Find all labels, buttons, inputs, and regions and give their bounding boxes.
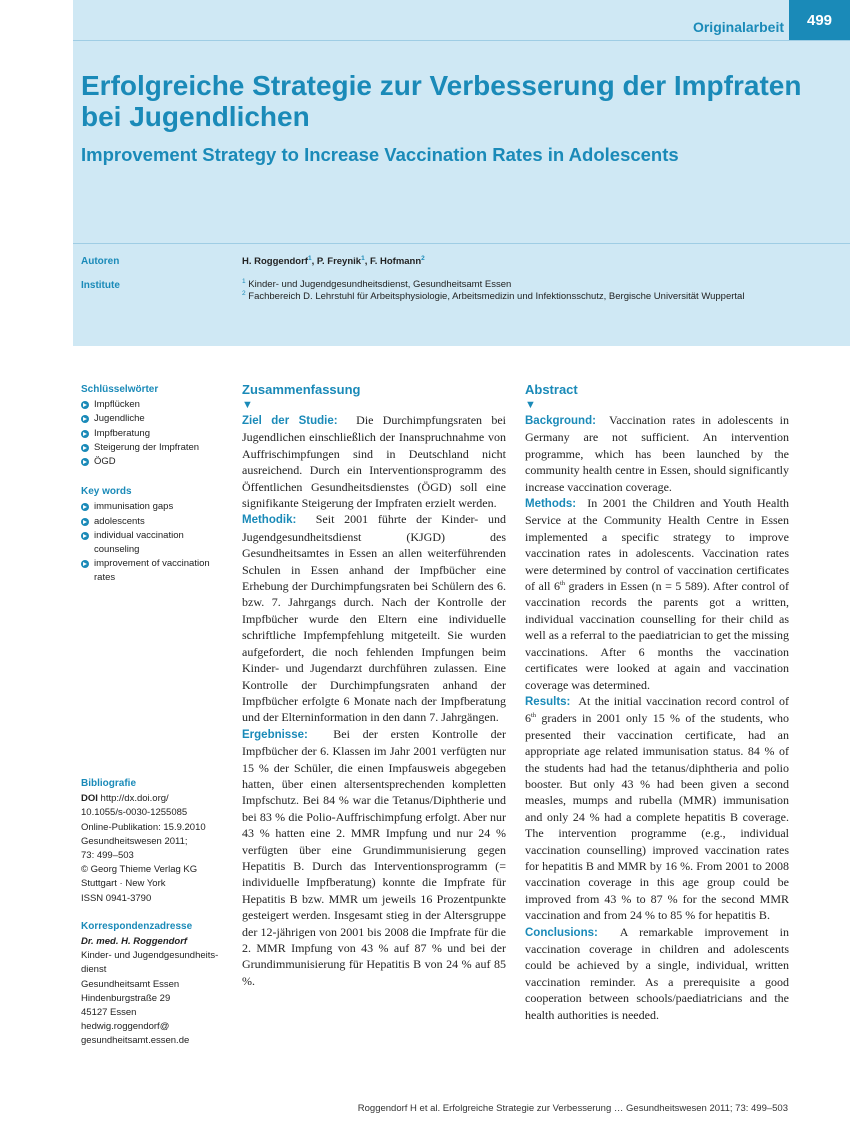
author-name: H. Roggendorf: [242, 256, 308, 267]
author-name: P. Freynik: [316, 256, 362, 267]
ergebnisse-paragraph: Ergebnisse: Bei der ersten Kontrolle der Impfbücher der 6. Klassen im Jahr 2001 verfügten nur 15 % der Schüler, die einen Impfausweis abgegeben hatten, über einen altersentsprechenden kompletten Impfschutz. Bei 84 % war die Tetanus/Diphtherie und bei 83 % die Polio-Auffrischimpfung erfolgt. Aber nur 43 % hatten eine 2. MMR Impfung und nur 24 % verfügten über eine Grundimmunisierung gegen Hepatitis B. Durch das Interventionsprogramm (= individuelle Impfberatung) konnte die Impfrate für Hepatitis B bzw. MMR um jeweils 16 Prozentpunkte gesteigert werden. Insgesamt stieg in der Altersgruppe der 12-jährigen von 2001 bis 2008 die Impfrate für die 2. MMR Impfung von 43 % auf 87 % und bei der Grundimmunisierung für Hepatitis B von 24 % auf 85 %.: [242, 726, 506, 988]
conclusions-paragraph: Conclusions: A remarkable improvement in vaccination coverage in children and adolescents could be achieved by a single, individual, written vaccination reminder. As a prerequisite a good cooperation between schools/paediatricians and the health authorities is needed.: [525, 924, 789, 1022]
article-subtitle: Improvement Strategy to Increase Vaccination Rates in Adolescents: [81, 144, 679, 165]
header-divider: [73, 40, 850, 41]
correspondence-line: Hindenburgstraße 29: [81, 992, 171, 1004]
keyword-item: immunisation gaps: [81, 500, 226, 514]
correspondence-name: Dr. med. H. Roggendorf: [81, 936, 188, 948]
bullet-icon: [81, 518, 89, 526]
section-arrow-icon: ▼: [525, 399, 536, 411]
journal-pages: 73: 499–503: [81, 850, 134, 862]
ziel-paragraph: Ziel der Studie: Die Durchimpfungsraten bei Jugendlichen einschließlich der Inanspruchnahme von Auffrischimpfungen sind in Deutschland nicht ausreichend. Durch ein Interventionsprogramm des Öffentlichen Gesundheitsdienstes (ÖGD) soll eine signifikante Steigerung der Impfraten erzielt werden.: [242, 413, 506, 511]
correspondence-email[interactable]: hedwig.roggendorf@: [81, 1021, 170, 1033]
correspondence-line: Kinder- und Jugendgesundheits-: [81, 950, 219, 962]
author-list: H. Roggendorf$^1$, P. Freynik$^1$, F. Hofmann$^2$: [242, 254, 425, 267]
page-number: 499: [789, 0, 850, 40]
institute-list: [242, 279, 744, 303]
correspondence-line: dienst: [81, 964, 107, 976]
keywords-de-heading: Schlüsselwörter: [81, 384, 159, 395]
methods-label: Methods:: [525, 498, 577, 511]
meta-divider: [73, 243, 850, 244]
keyword-item: ÖGD: [81, 455, 226, 469]
keyword-item: Impflücken: [81, 398, 226, 412]
abstract-column: [525, 381, 789, 1023]
section-tag: Originalarbeit: [692, 19, 784, 35]
keyword-item: Jugendliche: [81, 412, 226, 426]
page-footer-citation: Roggendorf H et al. Erfolgreiche Strategie zur Verbesserung … Gesundheitswesen 2011; 73: 499–503: [357, 1103, 788, 1114]
methodik-label: Methodik:: [242, 514, 297, 527]
keywords-block: [81, 383, 226, 586]
ziel-label: Ziel der Studie:: [242, 415, 338, 427]
correspondence-line: Gesundheitsamt Essen: [81, 978, 180, 990]
bullet-icon: [81, 532, 89, 540]
conclusions-label: Conclusions:: [525, 926, 598, 939]
zusammenfassung-column: [242, 381, 506, 989]
publisher-city: Stuttgart · New York: [81, 878, 166, 890]
author-affiliation: 2: [421, 254, 425, 262]
correspondence-email[interactable]: gesundheitsamt.essen.de: [81, 1035, 190, 1047]
institute-item: $^2$ Fachbereich D. Lehrstuhl für Arbeitsphysiologie, Arbeitsmedizin und Infektionsschutz, Bergische Universität Wuppertal: [242, 289, 745, 302]
author-affiliation: 1: [307, 254, 312, 262]
methods-paragraph: Methods: In 2001 the Children and Youth Health Service at the Community Health Centre in Essen implemented a specific strategy to improve vaccination rates in adolescents. Vaccination rates were determined by control of vaccination certificates of all 6th graders in Essen (n = 5 589). After control of vaccination records the parents got a written, individual vaccination counselling for their child as well as a referral to the paediatrician to get the missing vaccinations. After 6 months the vaccination certificates were looked at again and vaccination coverage was determined.: [525, 496, 790, 692]
zusammenfassung-heading: Zusammenfassung: [242, 382, 361, 397]
publisher: © Georg Thieme Verlag KG: [81, 864, 198, 876]
bibliography-heading: Bibliografie: [81, 778, 137, 789]
online-date: Online-Publikation: 15.9.2010: [81, 821, 206, 833]
correspondence-heading: Korrespondenzadresse: [81, 920, 193, 932]
bullet-icon: [81, 430, 89, 438]
background-label: Background:: [525, 415, 596, 427]
author-name: F. Hofmann: [369, 256, 422, 267]
keyword-item: individual vaccination counseling: [81, 529, 226, 557]
institutes-label: Institute: [81, 280, 120, 291]
keyword-item: improvement of vaccination rates: [81, 557, 226, 585]
bullet-icon: [81, 503, 89, 511]
abstract-heading: Abstract: [525, 382, 578, 397]
doi-line: DOI http://dx.doi.org/: [81, 793, 169, 805]
ergebnisse-label: Ergebnisse:: [242, 728, 308, 741]
authors-label: Autoren: [81, 256, 120, 267]
journal-line: Gesundheitswesen 2011;: [81, 835, 188, 847]
correspondence-line: 45127 Essen: [81, 1007, 137, 1019]
results-paragraph: Results: At the initial vaccination record control of 6th graders in 2001 only 15 % of the students, who presented their vaccination certificate, had an appropriate age related immunisation status. 84 % of the students had had the tetanus/diphtheria and polio booster. But only 43 % had been given a second measles, mumps and rubella (MMR) immunisation and only 24 % had a complete hepatitis B coverage. The intervention programme (e.g., individual vaccination counselling) improved vaccination rates for hepatitis B and MMR by 16 %. From 2001 to 2008 vaccination coverage in this age group could be improved from 43 % to 87 % for the second MMR vaccination and from 24 % to 85 % for hepatitis B.: [525, 693, 789, 923]
background-paragraph: Background: Vaccination rates in adolescents in Germany are not sufficient. An intervention programme, which has been launched by the community health centre in Essen, should significantly increase vaccination coverage.: [525, 413, 789, 494]
bibliography-block: [81, 777, 226, 1049]
bullet-icon: [81, 458, 89, 466]
bullet-icon: [81, 401, 89, 409]
issn: ISSN 0941-3790: [81, 892, 152, 904]
bullet-icon: [81, 444, 89, 452]
bullet-icon: [81, 415, 89, 423]
author-affiliation: 1: [361, 254, 365, 262]
methodik-paragraph: Methodik: Seit 2001 führte der Kinder- und Jugendgesundheitsdienst (KJGD) des Gesundheitsamtes in Essen an allen weiterführenden Schulen in Essen anhand der Impfbücher eine Erhebung der Durchimpfungsraten bei Schülern des 6. bzw. 7. Jahrgangs durch. Nach der Kontrolle der Impfbücher wurde den Eltern eine individuelle schriftliche Impfempfehlung mitgeteilt. Sie wurden aufgefordert, die noch fehlenden Impfungen beim Kinder- und Jugendarzt durchführen zulassen. Eine Kontrolle der Durchimpfungsraten anhand der Impfbücher erfolgte 6 Monate nach der Impfberatung und der Elterninformation in den dann 7. Jahrgängen.: [242, 512, 506, 725]
results-label: Results:: [525, 695, 571, 708]
keywords-en-heading: Key words: [81, 486, 132, 498]
section-arrow-icon: ▼: [242, 399, 253, 411]
article-title: Erfolgreiche Strategie zur Verbesserung der Impfraten bei Jugendlichen: [81, 70, 802, 132]
keyword-item: Impfberatung: [81, 427, 226, 441]
institute-item: $^1$ Kinder- und Jugendgesundheitsdienst, Gesundheitsamt Essen: [242, 277, 512, 290]
bullet-icon: [81, 560, 89, 568]
doi-value: 10.1055/s-0030-1255085: [81, 807, 188, 819]
keyword-item: Steigerung der Impfraten: [81, 441, 226, 455]
keyword-item: adolescents: [81, 515, 226, 529]
